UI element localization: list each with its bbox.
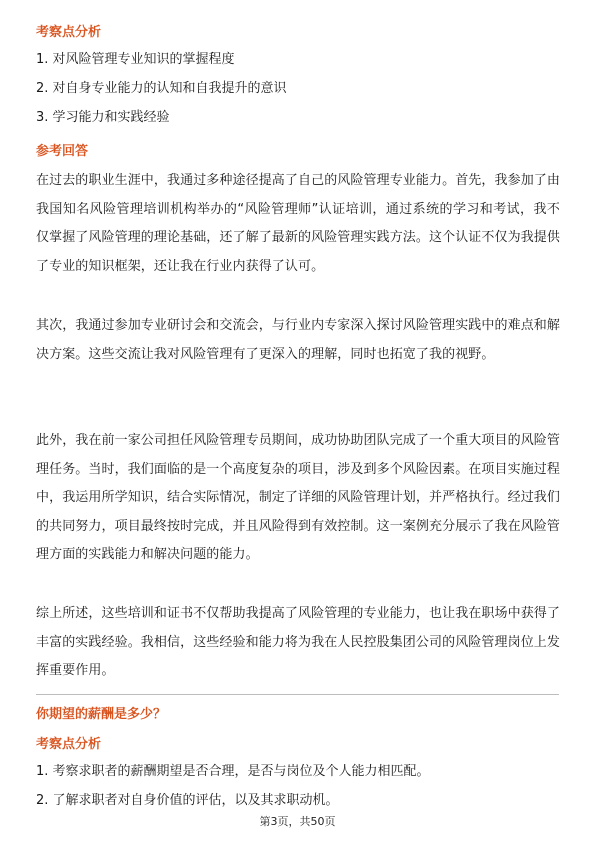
analysis-point-2b: 2. 了解求职者对自身价值的评估，以及其求职动机。	[36, 793, 339, 808]
analysis-point-1: 1. 对风险管理专业知识的掌握程度	[36, 52, 235, 67]
analysis-point-3: 3. 学习能力和实践经验	[36, 110, 170, 125]
answer-paragraph-1: 在过去的职业生涯中，我通过多种途径提高了自己的风险管理专业能力。首先，我参加了由我国知名风险管理培训机构举办的“风险管理师”认证培训，通过系统的学习和考试，我不仅掌握了风险管理的理论基础，还了解了最新的风险管理实践方法。这个认证不仅为我提供了专业的知识框架，还让我在行业内获得了认可。	[36, 173, 561, 274]
analysis-heading-2: 考察点分析	[36, 737, 102, 752]
section-divider	[36, 694, 559, 695]
answer-paragraph-3: 此外，我在前一家公司担任风险管理专员期间，成功协助团队完成了一个重大项目的风险管理任务。当时，我们面临的是一个高度复杂的项目，涉及到多个风险因素。在项目实施过程中，我运用所学知识，结合实际情况，制定了详细的风险管理计划，并严格执行。经过我们的共同努力，项目最终按时完成，并且风险得到有效控制。这一案例充分展示了我在风险管理方面的实践能力和解决问题的能力。	[36, 433, 561, 562]
analysis-point-1b: 1. 考察求职者的薪酬期望是否合理，是否与岗位及个人能力相匹配。	[36, 764, 430, 779]
analysis-heading-1: 考察点分析	[36, 25, 102, 40]
answer-paragraph-2: 其次，我通过参加专业研讨会和交流会，与行业内专家深入探讨风险管理实践中的难点和解决方案。这些交流让我对风险管理有了更深入的理解，同时也拓宽了我的视野。	[36, 318, 561, 362]
reference-answer-heading: 参考回答	[36, 144, 89, 159]
analysis-point-2: 2. 对自身专业能力的认知和自我提升的意识	[36, 81, 287, 96]
question-heading: 你期望的薪酬是多少？	[36, 707, 167, 722]
page-number: 第3页，共50页	[259, 815, 336, 828]
answer-paragraph-4: 综上所述，这些培训和证书不仅帮助我提高了风险管理的专业能力，也让我在职场中获得了丰富的实践经验。我相信，这些经验和能力将为我在人民控股集团公司的风险管理岗位上发挥重要作用。	[36, 606, 561, 678]
